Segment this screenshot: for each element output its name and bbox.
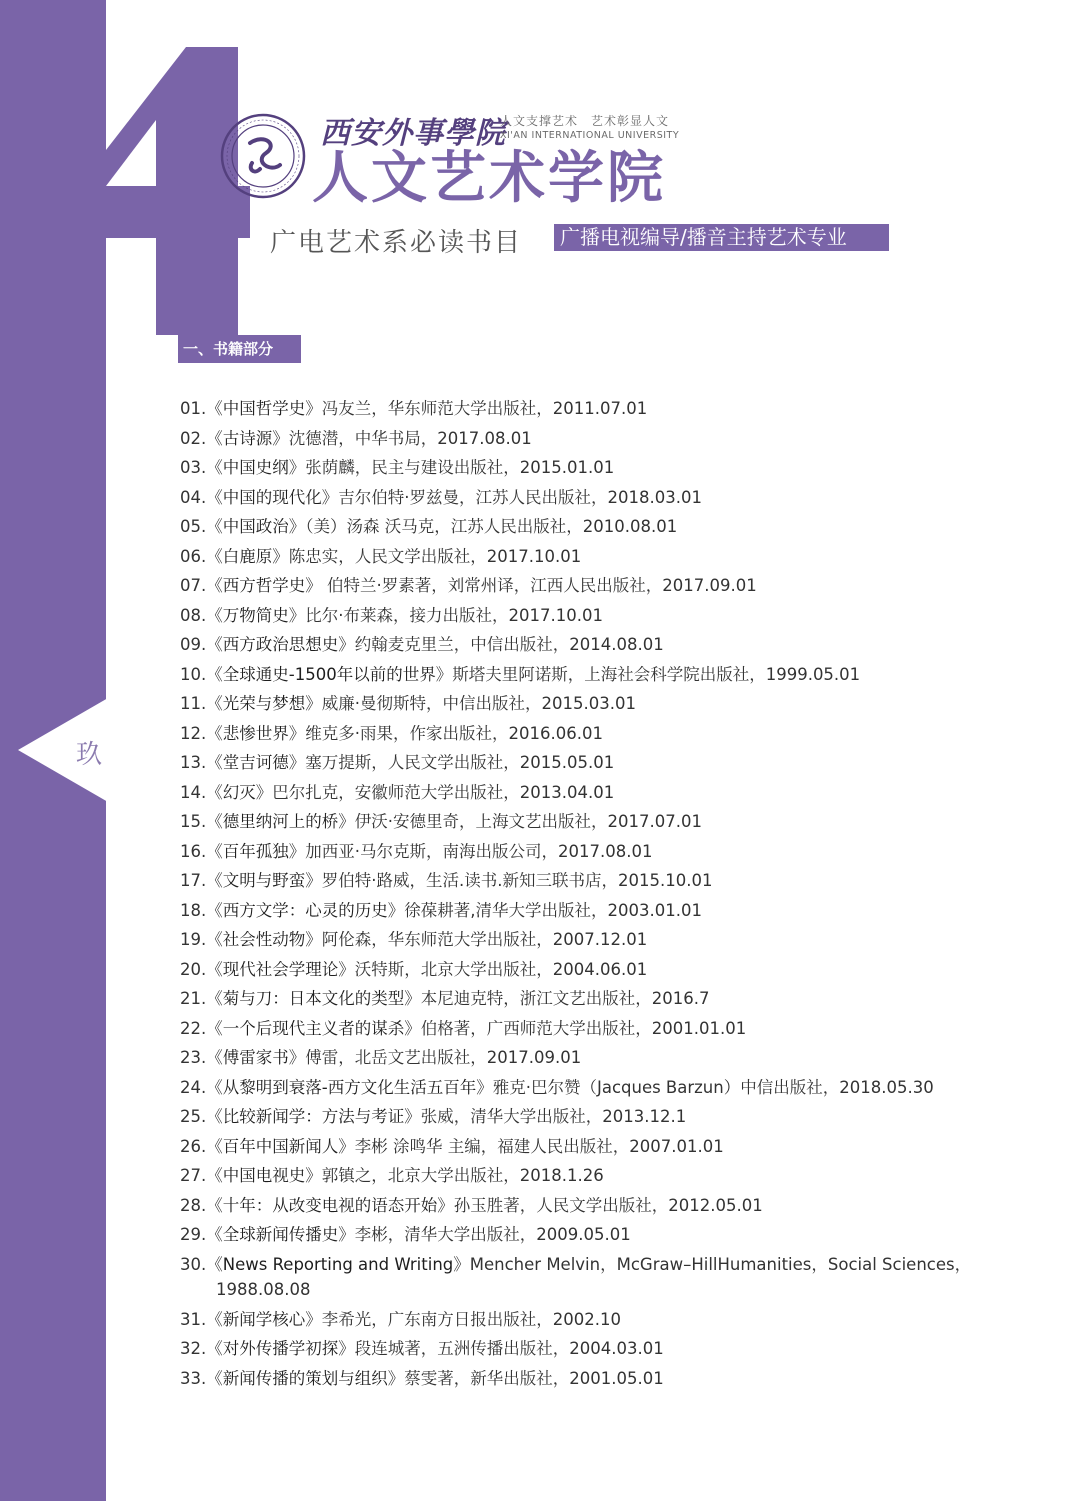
book-title: 《古诗源》: [206, 428, 289, 448]
book-number: 28.: [180, 1195, 207, 1215]
book-title: 《中国的现代化》: [206, 487, 339, 507]
book-number: 22.: [180, 1018, 207, 1038]
book-title: 《菊与刀：日本文化的类型》: [206, 989, 421, 1008]
book-details: 张威，清华大学出版社，2013.12.1: [420, 1107, 687, 1126]
book-number: 25.: [180, 1107, 207, 1126]
book-number: 26.: [180, 1136, 207, 1156]
book-number: 09.: [180, 635, 207, 654]
book-title: 《新闻学核心》: [206, 1309, 322, 1329]
book-item: [180, 1252, 1020, 1303]
book-title: 《比较新闻学：方法与考证》: [206, 1107, 421, 1126]
book-title: 《从黎明到衰落-西方文化生活五百年》: [206, 1077, 493, 1097]
university-slogan: 人文支撑艺术 艺术彰显人文: [500, 114, 670, 128]
university-name-calligraphy: 西安外事學院: [320, 116, 506, 151]
book-number: 03.: [180, 458, 207, 477]
book-item: [180, 571, 1020, 601]
book-title: 《西方文学：心灵的历史》: [206, 900, 405, 920]
book-details: 冯友兰，华东师范大学出版社，2011.07.01: [321, 399, 648, 418]
book-item: [180, 955, 1020, 985]
book-number: 08.: [180, 605, 207, 625]
book-number: 15.: [180, 812, 207, 831]
book-title: 《中国史纲》: [206, 458, 306, 477]
book-item: [180, 1220, 1020, 1250]
book-details: 约翰麦克里兰，中信出版社，2014.08.01: [354, 635, 664, 654]
department-title: 广电艺术系必读书目: [270, 228, 523, 258]
book-number: 13.: [180, 753, 207, 772]
book-number: 18.: [180, 900, 207, 920]
book-title: 《社会性动物》: [206, 930, 322, 949]
book-item: [180, 1014, 1020, 1044]
book-item: [180, 748, 1020, 778]
page-tab-label: 玖: [76, 740, 103, 770]
book-number: 12.: [180, 723, 207, 743]
book-number: 07.: [180, 576, 207, 595]
book-number: 32.: [180, 1339, 207, 1358]
book-item: [180, 1073, 1020, 1103]
book-details: 加西亚·马尔克斯，南海出版公司，2017.08.01: [305, 841, 653, 861]
book-details: 伯特兰·罗素著，刘常州译，江西人民出版社，2017.09.01: [321, 576, 757, 595]
book-item: [180, 1161, 1020, 1191]
book-title: 《中国哲学史》: [206, 399, 322, 418]
book-number: 33.: [180, 1368, 207, 1388]
book-item: [180, 1043, 1020, 1073]
page-number-four: [0, 0, 250, 335]
book-details: 郭镇之，北京大学出版社，2018.1.26: [321, 1166, 604, 1185]
book-item: [180, 896, 1020, 926]
book-title: 《西方政治思想史》: [206, 635, 355, 654]
book-details: 斯塔夫里阿诺斯，上海社会科学院出版社，1999.05.01: [452, 664, 861, 684]
section-heading: 一、书籍部分: [178, 335, 301, 363]
book-number: 04.: [180, 487, 207, 507]
book-title: 《对外传播学初探》: [206, 1339, 355, 1358]
book-item: [180, 1364, 1020, 1394]
book-item: [180, 837, 1020, 867]
book-item: [180, 512, 1020, 542]
book-details: Mencher Melvin，McGraw–HillHumanities，Social Sciences，1988.08.08: [216, 1254, 972, 1299]
book-item: [180, 1102, 1020, 1132]
book-number: 30.: [180, 1254, 207, 1274]
book-number: 10.: [180, 664, 207, 684]
book-details: 罗伯特·路威，生活.读书.新知三联书店，2015.10.01: [321, 871, 713, 890]
book-details: 蔡雯著，新华出版社，2001.05.01: [404, 1368, 664, 1388]
book-details: 吉尔伯特·罗兹曼，江苏人民出版社，2018.03.01: [338, 487, 702, 507]
book-details: 威廉·曼彻斯特，中信出版社，2015.03.01: [321, 694, 636, 713]
book-number: 20.: [180, 959, 207, 979]
book-item: [180, 1305, 1020, 1335]
book-details: 比尔·布莱森，接力出版社，2017.10.01: [305, 605, 603, 625]
book-details: 维克多·雨果，作家出版社，2016.06.01: [305, 723, 603, 743]
book-title: 《悲惨世界》: [206, 723, 306, 743]
book-details: 傅雷，北岳文艺出版社，2017.09.01: [305, 1048, 582, 1067]
book-details: （美）汤森 沃马克，江苏人民出版社，2010.08.01: [305, 517, 678, 536]
book-title: 《白鹿原》: [206, 546, 289, 566]
book-number: 21.: [180, 989, 207, 1008]
major-badge: 广播电视编导/播音主持艺术专业: [554, 224, 889, 251]
book-details: 李希光，广东南方日报出版社，2002.10: [321, 1309, 621, 1329]
book-title: 《中国政治》: [206, 517, 306, 536]
book-number: 11.: [180, 694, 207, 713]
book-details: 李彬 涂鸣华 主编，福建人民出版社，2007.01.01: [354, 1136, 724, 1156]
book-details: 伊沃·安德里奇，上海文艺出版社，2017.07.01: [354, 812, 702, 831]
book-item: [180, 866, 1020, 896]
book-title: 《百年中国新闻人》: [206, 1136, 355, 1156]
book-details: 阿伦森，华东师范大学出版社，2007.12.01: [321, 930, 648, 949]
book-title: 《中国电视史》: [206, 1166, 322, 1185]
book-item: [180, 689, 1020, 719]
book-title: 《一个后现代主义者的谋杀》: [206, 1018, 421, 1038]
book-title: 《德里纳河上的桥》: [206, 812, 355, 831]
book-number: 24.: [180, 1077, 207, 1097]
book-details: 伯格著，广西师范大学出版社，2001.01.01: [420, 1018, 747, 1038]
book-title: 《万物简史》: [206, 605, 306, 625]
book-item: [180, 925, 1020, 955]
book-number: 02.: [180, 428, 207, 448]
book-item: [180, 601, 1020, 631]
book-title: 《十年：从改变电视的语态开始》: [206, 1195, 454, 1215]
book-number: 16.: [180, 841, 207, 861]
book-item: [180, 660, 1020, 690]
book-number: 31.: [180, 1309, 207, 1329]
book-number: 23.: [180, 1048, 207, 1067]
book-number: 19.: [180, 930, 207, 949]
book-number: 05.: [180, 517, 207, 536]
book-item: [180, 453, 1020, 483]
book-details: 陈忠实，人民文学出版社，2017.10.01: [288, 546, 582, 566]
book-details: 沈德潜，中华书局，2017.08.01: [288, 428, 532, 448]
book-title: 《文明与野蛮》: [206, 871, 322, 890]
book-title: 《西方哲学史》: [206, 576, 322, 595]
book-title: 《全球新闻传播史》: [206, 1225, 355, 1244]
book-details: 李彬，清华大学出版社，2009.05.01: [354, 1225, 631, 1244]
book-number: 29.: [180, 1225, 207, 1244]
book-item: [180, 1132, 1020, 1162]
book-item: [180, 1191, 1020, 1221]
book-title: 《全球通史-1500年以前的世界》: [206, 664, 453, 684]
university-seal-icon: [220, 113, 306, 199]
book-item: [180, 719, 1020, 749]
book-item: [180, 778, 1020, 808]
book-item: [180, 984, 1020, 1014]
book-details: 雅克·巴尔赞（Jacques Barzun）中信出版社，2018.05.30: [492, 1077, 934, 1097]
book-title: 《百年孤独》: [206, 841, 306, 861]
book-item: [180, 1334, 1020, 1364]
book-item: [180, 394, 1020, 424]
book-details: 孙玉胜著，人民文学出版社，2012.05.01: [453, 1195, 763, 1215]
book-item: [180, 424, 1020, 454]
book-details: 段连城著，五洲传播出版社，2004.03.01: [354, 1339, 664, 1358]
book-number: 06.: [180, 546, 207, 566]
book-details: 张荫麟，民主与建设出版社，2015.01.01: [305, 458, 615, 477]
book-item: [180, 807, 1020, 837]
college-name: 人文艺术学院: [312, 146, 666, 211]
book-item: [180, 542, 1020, 572]
book-title: 《傅雷家书》: [206, 1048, 306, 1067]
book-number: 14.: [180, 782, 207, 802]
book-details: 沃特斯，北京大学出版社，2004.06.01: [354, 959, 648, 979]
book-title: 《幻灭》: [206, 782, 273, 802]
book-title: 《News Reporting and Writing》: [206, 1254, 470, 1274]
book-details: 巴尔扎克，安徽师范大学出版社，2013.04.01: [272, 782, 615, 802]
university-english-name: XI'AN INTERNATIONAL UNIVERSITY: [500, 130, 680, 141]
book-details: 徐葆耕著,清华大学出版社，2003.01.01: [404, 900, 702, 920]
book-item: [180, 630, 1020, 660]
book-list: [180, 394, 1020, 1393]
book-number: 01.: [180, 399, 207, 418]
book-item: [180, 483, 1020, 513]
book-details: 塞万提斯，人民文学出版社，2015.05.01: [305, 753, 615, 772]
book-title: 《新闻传播的策划与组织》: [206, 1368, 405, 1388]
book-number: 17.: [180, 871, 207, 890]
book-title: 《堂吉诃德》: [206, 753, 306, 772]
book-details: 本尼迪克特，浙江文艺出版社，2016.7: [420, 989, 710, 1008]
book-number: 27.: [180, 1166, 207, 1185]
book-title: 《光荣与梦想》: [206, 694, 322, 713]
book-title: 《现代社会学理论》: [206, 959, 355, 979]
